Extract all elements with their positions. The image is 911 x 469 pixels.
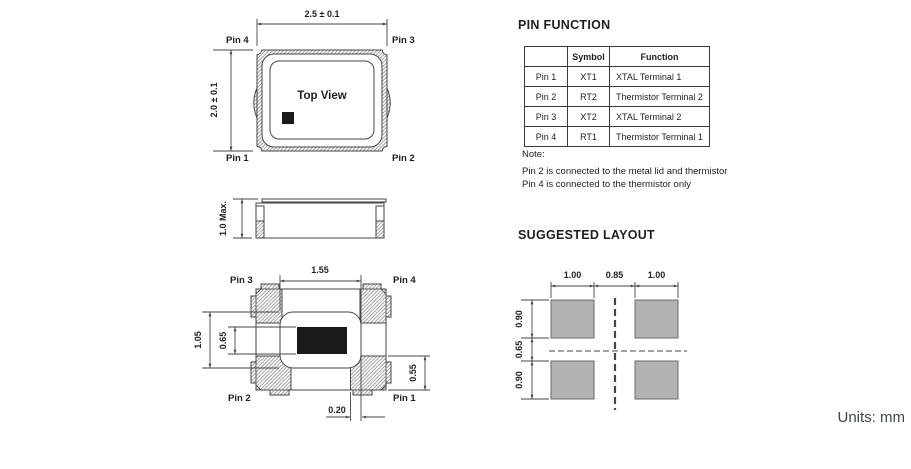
table-header-symbol: Symbol: [568, 47, 610, 67]
table-cell-function: XTAL Terminal 1: [610, 67, 710, 87]
bottom-view-pin3-label: Pin 3: [230, 275, 253, 286]
table-cell-pin: Pin 3: [525, 107, 568, 127]
table-cell-pin: Pin 2: [525, 87, 568, 107]
table-row: [525, 127, 710, 147]
pin1-index-marker: [282, 112, 294, 124]
table-cell-pin: Pin 1: [525, 67, 568, 87]
side-view-height-dimension: [218, 199, 258, 238]
table-cell-function: Thermistor Terminal 1: [610, 127, 710, 147]
bottom-view-inner-height-dim-label: 0.65: [218, 331, 228, 350]
bottom-view-pad-height-dim-label: 0.55: [408, 364, 418, 382]
bottom-view-pad-height-dimension: [388, 356, 430, 390]
top-view-label: Top View: [297, 90, 347, 102]
note-block: [522, 149, 727, 191]
layout-vertical-dimensions: [514, 300, 549, 399]
side-view-left-terminal-hatch: [256, 221, 264, 238]
suggested-layout-title: SUGGESTED LAYOUT: [518, 228, 655, 242]
bottom-view-offset-dimension: [326, 392, 385, 421]
top-view-pin3-label: Pin 3: [392, 35, 415, 46]
top-view-height-dim-label: 2.0 ± 0.1: [209, 82, 219, 118]
units-label: Units: mm: [837, 409, 905, 426]
table-cell-symbol: XT2: [568, 107, 610, 127]
table-cell-symbol: XT1: [568, 67, 610, 87]
table-cell-symbol: RT1: [568, 127, 610, 147]
table-row: [525, 107, 710, 127]
bottom-view-drawing: [190, 255, 440, 427]
bottom-view-pin1-label: Pin 1: [393, 393, 416, 404]
layout-pad-bottom-left: [551, 361, 594, 399]
layout-pad-bottom-right: [635, 361, 678, 399]
table-row: [525, 87, 710, 107]
table-header-row: [525, 47, 710, 67]
table-header-blank: [525, 47, 568, 67]
note-line-1: Pin 2 is connected to the metal lid and thermistor: [522, 166, 728, 177]
layout-pad-top-left: [551, 300, 594, 338]
top-view-pin2-label: Pin 2: [392, 153, 415, 164]
top-view-height-dimension: [209, 50, 253, 151]
note-line-2: Pin 4 is connected to the thermistor only: [522, 179, 691, 190]
layout-row-gap-label: 0.65: [514, 340, 524, 359]
side-view-body: [256, 203, 384, 238]
top-view-width-dimension: [257, 9, 387, 46]
layout-pad-height-top-label: 0.90: [514, 310, 524, 328]
top-view-drawing: [190, 0, 435, 172]
bottom-view-offset-dim-label: 0.20: [328, 405, 346, 415]
top-view-width-dim-label: 2.5 ± 0.1: [304, 9, 340, 19]
table-cell-function: XTAL Terminal 2: [610, 107, 710, 127]
top-view-left-castellation: [254, 88, 257, 118]
bottom-view-pad-pin3: [251, 284, 282, 323]
table-cell-symbol: RT2: [568, 87, 610, 107]
side-view-height-dim-label: 1.0 Max.: [218, 200, 228, 237]
pin-function-table: [524, 46, 710, 147]
table-cell-pin: Pin 4: [525, 127, 568, 147]
table-header-function: Function: [610, 47, 710, 67]
bottom-view-pin2-label: Pin 2: [228, 393, 251, 404]
bottom-view-width-dim-label: 1.55: [311, 265, 329, 275]
bottom-view-pad-pin4: [360, 284, 391, 323]
side-view-drawing: [190, 180, 435, 250]
pin-function-title: PIN FUNCTION: [518, 18, 611, 32]
top-view-pin1-label: Pin 1: [226, 153, 249, 164]
layout-pad-width-left-label: 1.00: [563, 270, 582, 280]
side-view-metal-lid: [262, 199, 386, 202]
bottom-view-outer-height-dim-label: 1.05: [193, 331, 203, 349]
top-view-right-castellation: [387, 88, 390, 118]
bottom-view-crystal-electrode: [297, 327, 347, 354]
note-title: Note:: [522, 149, 545, 160]
bottom-view-pin4-label: Pin 4: [393, 275, 416, 286]
layout-pad-width-right-label: 1.00: [647, 270, 666, 280]
side-view-right-terminal-hatch: [376, 221, 384, 238]
table-cell-function: Thermistor Terminal 2: [610, 87, 710, 107]
layout-horizontal-dimensions: [551, 270, 678, 298]
top-view-pin4-label: Pin 4: [226, 35, 249, 46]
layout-center-gap-label: 0.85: [605, 270, 624, 280]
suggested-layout-drawing: [505, 255, 725, 420]
layout-pad-height-bottom-label: 0.90: [514, 371, 524, 389]
table-row: [525, 67, 710, 87]
layout-pad-top-right: [635, 300, 678, 338]
